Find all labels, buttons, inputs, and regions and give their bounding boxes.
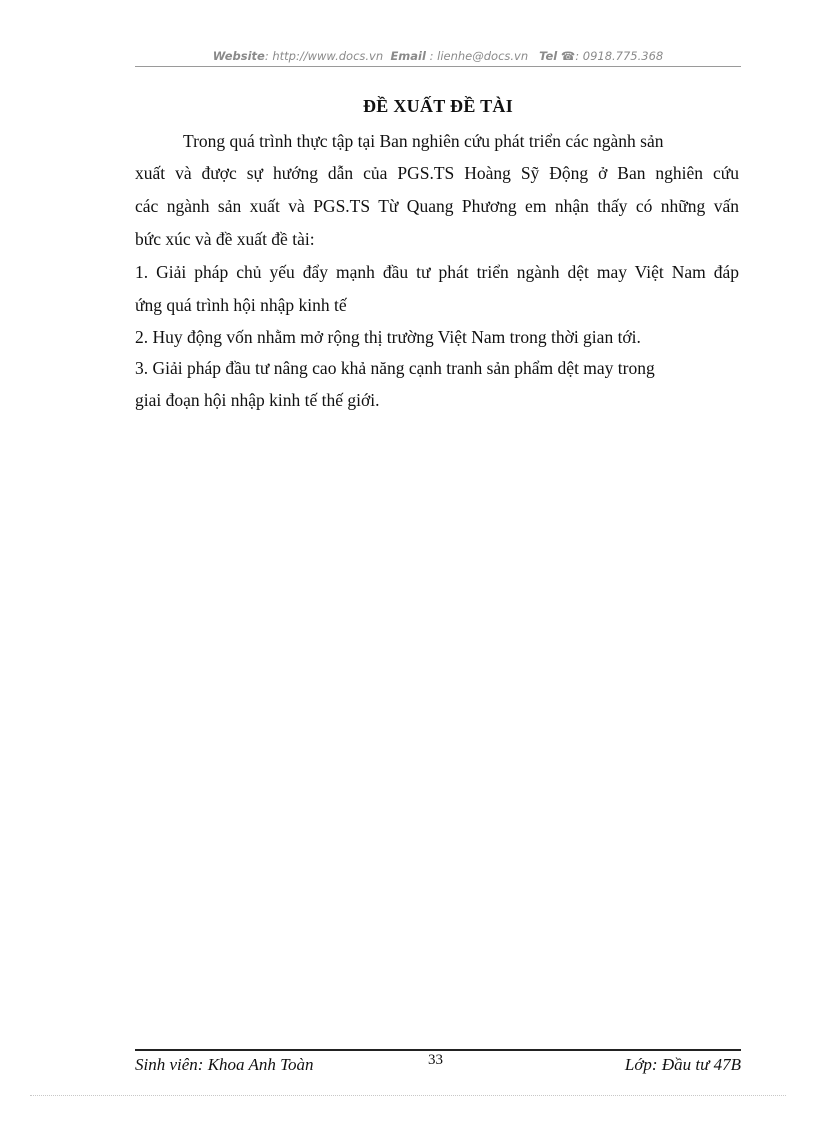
footer-student: Sinh viên: Khoa Anh Toàn <box>135 1055 314 1074</box>
list-item-continued: giai đoạn hội nhập kinh tế thế giới. <box>135 390 380 410</box>
page-header <box>135 48 741 67</box>
list-item: 2. Huy động vốn nhằm mở rộng thị trường Việt Nam trong thời gian tới. <box>135 327 641 347</box>
list-item: 3. Giải pháp đầu tư nâng cao khả năng cạnh tranh sản phẩm dệt may trong <box>135 358 655 378</box>
list-item-continued: ứng quá trình hội nhập kinh tế <box>135 295 347 315</box>
website-label: Website <box>212 49 265 63</box>
body-line: các ngành sản xuất và PGS.TS Từ Quang Phương em nhận thấy có những vấn <box>135 196 739 216</box>
document-title: ĐỀ XUẤT ĐỀ TÀI <box>362 96 514 116</box>
list-item: 1. Giải pháp chủ yếu đẩy mạnh đầu tư phát triển ngành dệt may Việt Nam đáp <box>135 262 739 282</box>
website-value: : http://www.docs.vn <box>264 49 384 63</box>
body-line: xuất và được sự hướng dẫn của PGS.TS Hoàng Sỹ Động ở Ban nghiên cứu <box>135 163 739 183</box>
tel-label: Tel <box>539 49 558 63</box>
phone-icon: ☎ <box>560 49 576 63</box>
email-label: Email <box>390 49 426 63</box>
page-bottom-divider <box>30 1095 786 1096</box>
email-value: : lienhe@docs.vn <box>429 49 529 63</box>
footer-class: Lớp: Đầu tư 47B <box>624 1055 741 1074</box>
body-line: bức xúc và đề xuất đề tài: <box>135 229 315 249</box>
body-line: Trong quá trình thực tập tại Ban nghiên cứu phát triển các ngành sản <box>183 131 664 151</box>
tel-value: : 0918.775.368 <box>575 49 664 63</box>
page-number: 33 <box>428 1052 443 1068</box>
footer-rule <box>135 1049 741 1051</box>
